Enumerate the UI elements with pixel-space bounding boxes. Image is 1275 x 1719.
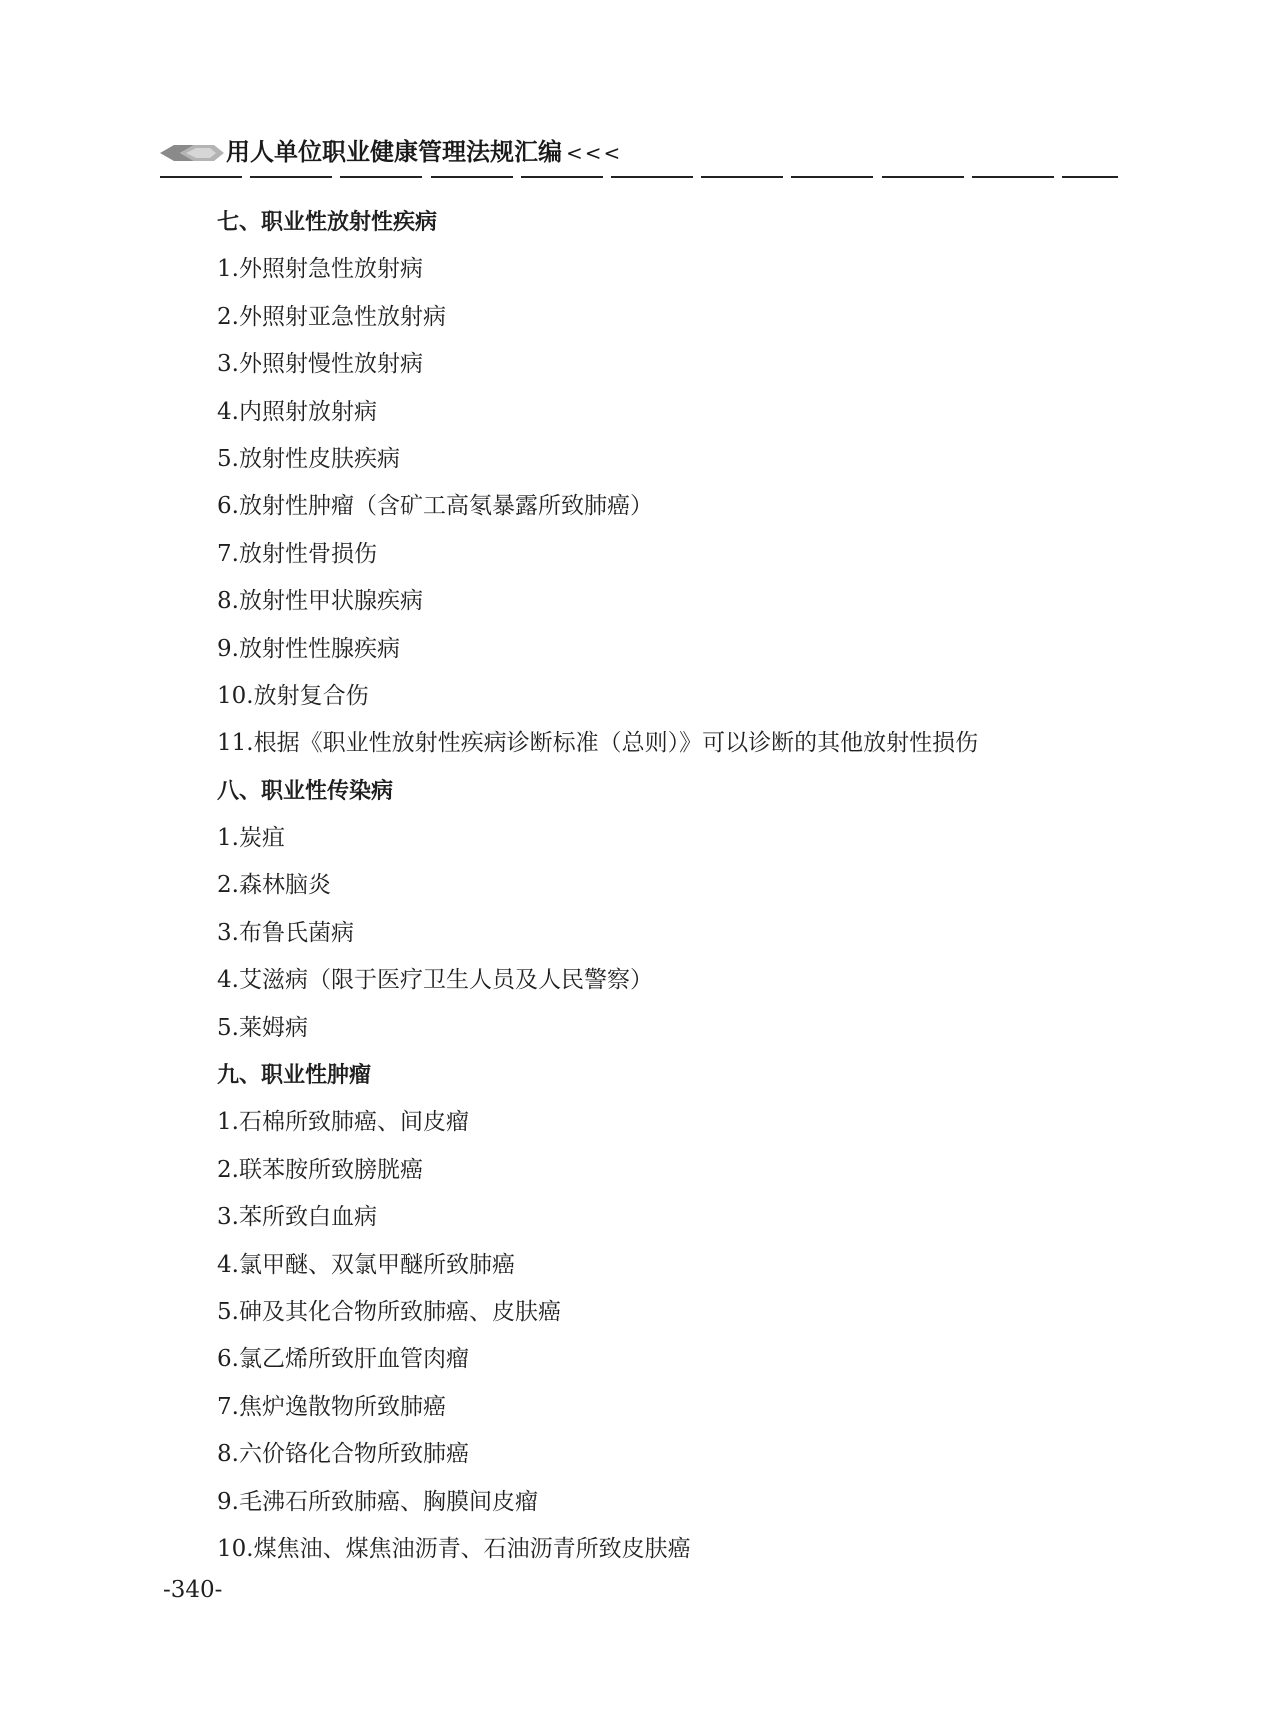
list-item: 10.煤焦油、煤焦油沥青、石油沥青所致皮肤癌 [217,1535,691,1562]
rule-segment [791,176,873,178]
list-item: 3.外照射慢性放射病 [217,351,423,378]
running-header [160,136,1120,180]
section-heading: 八、职业性传染病 [217,778,394,804]
list-item: 8.放射性甲状腺疾病 [217,588,423,615]
rule-segment [160,176,242,178]
page-body [217,199,1117,1573]
rule-segment [972,176,1054,178]
list-item: 7.放射性骨损伤 [217,540,377,567]
header-marker: <<< [566,141,623,165]
list-item: 1.石棉所致肺癌、间皮瘤 [217,1109,469,1136]
rule-segment [611,176,693,178]
double-diamond-logo-icon [160,142,224,164]
list-item: 8.六价铬化合物所致肺癌 [217,1441,469,1468]
book-title [226,136,622,169]
rule-segment [701,176,783,178]
list-item: 1.炭疽 [217,825,285,852]
list-item: 5.放射性皮肤疾病 [217,445,400,472]
list-item: 10.放射复合伤 [217,682,369,709]
list-item: 11.根据《职业性放射性疾病诊断标准（总则）》可以诊断的其他放射性损伤 [217,730,979,757]
list-item: 5.莱姆病 [217,1014,308,1041]
rule-segment [431,176,513,178]
list-item: 6.氯乙烯所致肝血管肉瘤 [217,1346,469,1373]
list-item: 2.联苯胺所致膀胱癌 [217,1156,423,1183]
rule-segment [1062,176,1118,178]
list-item: 4.内照射放射病 [217,398,377,425]
list-item: 7.焦炉逸散物所致肺癌 [217,1393,446,1420]
section-heading: 九、职业性肿瘤 [217,1063,372,1089]
list-item: 6.放射性肿瘤（含矿工高氡暴露所致肺癌） [217,493,653,520]
list-item: 2.森林脑炎 [217,872,331,899]
page-number: -340- [163,1577,223,1603]
list-item: 3.布鲁氏菌病 [217,919,354,946]
section-heading: 七、职业性放射性疾病 [217,210,438,235]
list-item: 9.毛沸石所致肺癌、胸膜间皮瘤 [217,1488,538,1515]
list-item: 2.外照射亚急性放射病 [217,303,446,330]
header-dashed-rule [160,176,1118,178]
list-item: 4.艾滋病（限于医疗卫生人员及人民警察） [217,967,653,994]
list-item: 4.氯甲醚、双氯甲醚所致肺癌 [217,1251,515,1278]
list-item: 1.外照射急性放射病 [217,256,423,283]
list-item: 9.放射性性腺疾病 [217,635,400,662]
rule-segment [521,176,603,178]
list-item: 3.苯所致白血病 [217,1204,377,1231]
rule-segment [250,176,332,178]
book-title-text: 用人单位职业健康管理法规汇编 [226,138,562,166]
rule-segment [340,176,422,178]
list-item: 5.砷及其化合物所致肺癌、皮肤癌 [217,1298,561,1325]
rule-segment [882,176,964,178]
